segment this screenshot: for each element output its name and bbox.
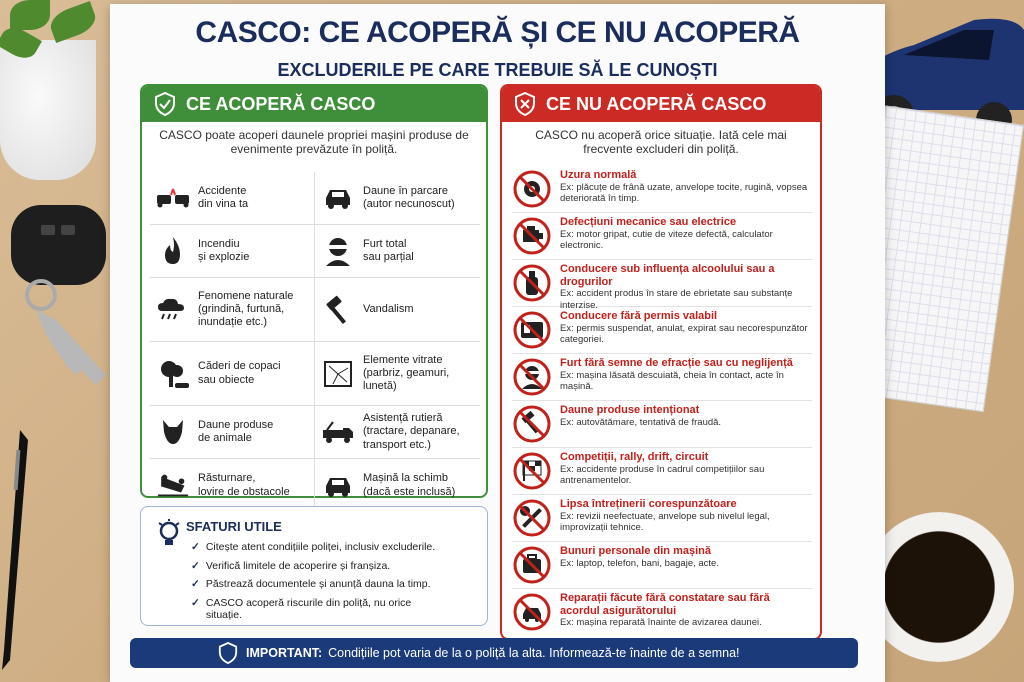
not-covered-item [512, 354, 812, 401]
not-covered-heading: CE NU ACOPERĂ CASCO [546, 93, 767, 114]
engine-icon [512, 216, 552, 256]
pen-icon [0, 430, 28, 670]
not-covered-item [512, 495, 812, 542]
covered-panel [140, 84, 488, 498]
item-label: Răsturnare, [198, 472, 256, 485]
tips-heading: SFATURI UTILE [186, 519, 282, 534]
bag-icon [512, 545, 552, 585]
exclusion-desc: Ex: accident produs în stare de ebrietate sau substanțe interzise. [560, 288, 793, 311]
item-detail: din vina ta [198, 198, 249, 210]
license-icon [512, 310, 552, 350]
tips-box [140, 506, 488, 626]
check-icon: ✓ [191, 596, 200, 609]
covered-item [150, 278, 315, 342]
item-detail: (tractare, depanare, transport etc.) [363, 425, 460, 451]
item-label: Mașină la schimb [363, 472, 448, 485]
exclusion-desc: Ex: revizii neefectuate, anvelope sub nivelul legal, improvizații tehnice. [560, 510, 770, 534]
exclusion-desc: Ex: plăcuțe de frână uzate, anvelope tocite, rugină, vopsea deteriorată în timp. [560, 181, 808, 205]
not-covered-item [512, 401, 812, 448]
thief-icon [321, 236, 355, 266]
not-covered-panel-header [502, 86, 820, 122]
tire-icon [512, 169, 552, 209]
not-covered-item [512, 260, 812, 311]
tow-truck-icon [321, 417, 355, 447]
fire-icon [156, 236, 190, 266]
shield-check-icon [154, 92, 176, 116]
exclusion-desc: Ex: mașina lăsată descuiată, cheia în contact, acte în mașină. [560, 369, 784, 393]
lightbulb-icon [157, 519, 181, 549]
not-covered-item [512, 448, 812, 495]
not-covered-item [512, 542, 812, 589]
not-covered-item [512, 589, 812, 636]
animal-icon [156, 417, 190, 447]
exclusion-desc: Ex: motor gripat, cutie de viteze defectă, calculator electronic. [560, 228, 773, 252]
casco-poster [110, 4, 885, 682]
parked-car-icon [321, 183, 355, 213]
covered-item [315, 406, 480, 459]
item-detail: (autor necunoscut) [363, 198, 455, 210]
plant-pot [0, 40, 96, 180]
tip-item [191, 560, 441, 573]
item-label: Accidente [198, 184, 247, 197]
tip-text: Păstrează documentele și anunță dauna la timp. [205, 578, 431, 591]
item-detail: (grindină, furtună, inundație etc.) [198, 302, 285, 329]
covered-item [315, 278, 480, 342]
exclusion-title: Competiții, rally, drift, circuit [560, 451, 709, 463]
covered-heading: CE ACOPERĂ CASCO [186, 93, 376, 114]
check-icon: ✓ [191, 559, 200, 572]
covered-item [315, 342, 480, 406]
wrench-icon [512, 498, 552, 538]
exclusion-title: Conducere fără permis valabil [560, 310, 718, 322]
exclusion-title: Lipsa întreținerii corespunzătoare [560, 498, 737, 510]
covered-item [150, 225, 315, 278]
coffee-cup [864, 512, 1014, 662]
not-covered-panel [500, 84, 822, 640]
covered-item [315, 225, 480, 278]
item-detail: sau obiecte [198, 373, 255, 386]
item-label: Asistență rutieră [363, 412, 443, 425]
important-label: IMPORTANT: [246, 646, 323, 660]
exclusion-title: Bunuri personale din mașină [560, 545, 711, 557]
shield-icon [218, 642, 238, 664]
covered-item [315, 459, 480, 512]
item-label: Elemente vitrate [363, 353, 443, 366]
check-icon: ✓ [191, 578, 200, 591]
exclusion-desc: Ex: laptop, telefon, bani, bagaje, acte. [560, 557, 719, 569]
item-detail: și explozie [198, 251, 250, 263]
exclusion-desc: Ex: accidente produse în cadrul competițiilor sau antrenamentelor. [560, 463, 765, 487]
covered-intro: CASCO poate acoperi daunele propriei mașini produse de evenimente prevăzute în poliță. [159, 128, 469, 157]
storm-icon [156, 295, 190, 325]
exclusion-desc: Ex: mașina reparată înainte de avizarea daunei. [560, 617, 762, 629]
check-icon: ✓ [191, 541, 200, 553]
tip-text: CASCO acoperă riscurile din poliță, nu orice situație. [205, 596, 412, 622]
not-covered-list [512, 166, 812, 636]
item-label: Fenomene naturale [198, 289, 294, 302]
exclusion-title: Conducere sub influența alcoolului sau a drogurilor [560, 263, 775, 288]
tip-item [191, 597, 441, 622]
covered-item [150, 172, 315, 225]
item-label: Furt total [363, 237, 407, 250]
not-covered-item [512, 166, 812, 213]
item-label: Daune produse [198, 418, 274, 431]
item-label: Incendiu [198, 237, 240, 250]
exclusion-title: Daune produse intenționat [560, 404, 700, 416]
item-detail: lovire de obstacole [198, 485, 290, 498]
item-detail: sau parțial [363, 251, 414, 263]
car-key-icon [6, 200, 116, 390]
important-banner [130, 638, 858, 668]
tip-item [191, 541, 441, 554]
hammer-icon [512, 404, 552, 444]
thief-icon [512, 357, 552, 397]
replacement-car-icon [321, 471, 355, 501]
page-title: CASCO: CE ACOPERĂ ȘI CE NU ACOPERĂ [195, 16, 800, 49]
plant-leaf [10, 0, 50, 30]
covered-grid [150, 172, 480, 512]
checkered-flag-icon [512, 451, 552, 491]
page-subtitle: EXCLUDERILE PE CARE TREBUIE SĂ LE CUNOȘTI [277, 60, 718, 80]
tip-text: Citește atent condițiile poliței, inclusiv excluderile. [205, 541, 436, 553]
tip-text: Verifică limitele de acoperire și franșiza. [205, 559, 391, 572]
not-covered-item [512, 307, 812, 354]
covered-panel-header [142, 86, 486, 122]
exclusion-title: Defecțiuni mecanice sau electrice [560, 216, 737, 228]
bottle-icon [512, 263, 552, 303]
item-label: Căderi de copaci [198, 360, 281, 373]
covered-item [315, 172, 480, 225]
exclusion-title: Uzura normală [560, 169, 637, 181]
item-detail: (dacă este inclusă) [363, 485, 456, 498]
item-detail: de animale [198, 432, 252, 444]
tree-icon [156, 359, 190, 389]
important-text: Condițiile pot varia de la o poliță la alta. Informează-te înainte de a semna! [328, 646, 740, 660]
overturned-car-icon [156, 471, 190, 501]
item-detail: (parbriz, geamuri, lunetă) [363, 366, 450, 393]
tips-list [191, 541, 441, 628]
broken-glass-icon [321, 359, 355, 389]
item-label: Vandalism [363, 302, 414, 315]
exclusion-title: Reparații făcute fără constatare sau fără acordul asigurătorului [560, 592, 770, 617]
tip-item [191, 578, 441, 591]
hammer-icon [321, 295, 355, 325]
covered-item [150, 342, 315, 406]
exclusion-desc: Ex: autovătămare, tentativă de fraudă. [560, 416, 722, 428]
covered-item [150, 406, 315, 459]
not-covered-item [512, 213, 812, 260]
plant-leaf [47, 1, 100, 43]
shield-x-icon [514, 92, 536, 116]
covered-item [150, 459, 315, 512]
car-crash-icon [156, 183, 190, 213]
item-label: Daune în parcare [363, 184, 448, 197]
exclusion-desc: Ex: permis suspendat, anulat, expirat sau necorespunzător categoriei. [560, 322, 808, 346]
car-repair-icon [512, 592, 552, 632]
not-covered-intro: CASCO nu acoperă orice situație. Iată cele mai frecvente excluderi din poliță. [535, 128, 787, 157]
exclusion-title: Furt fără semne de efracție sau cu neglijență [560, 357, 793, 369]
